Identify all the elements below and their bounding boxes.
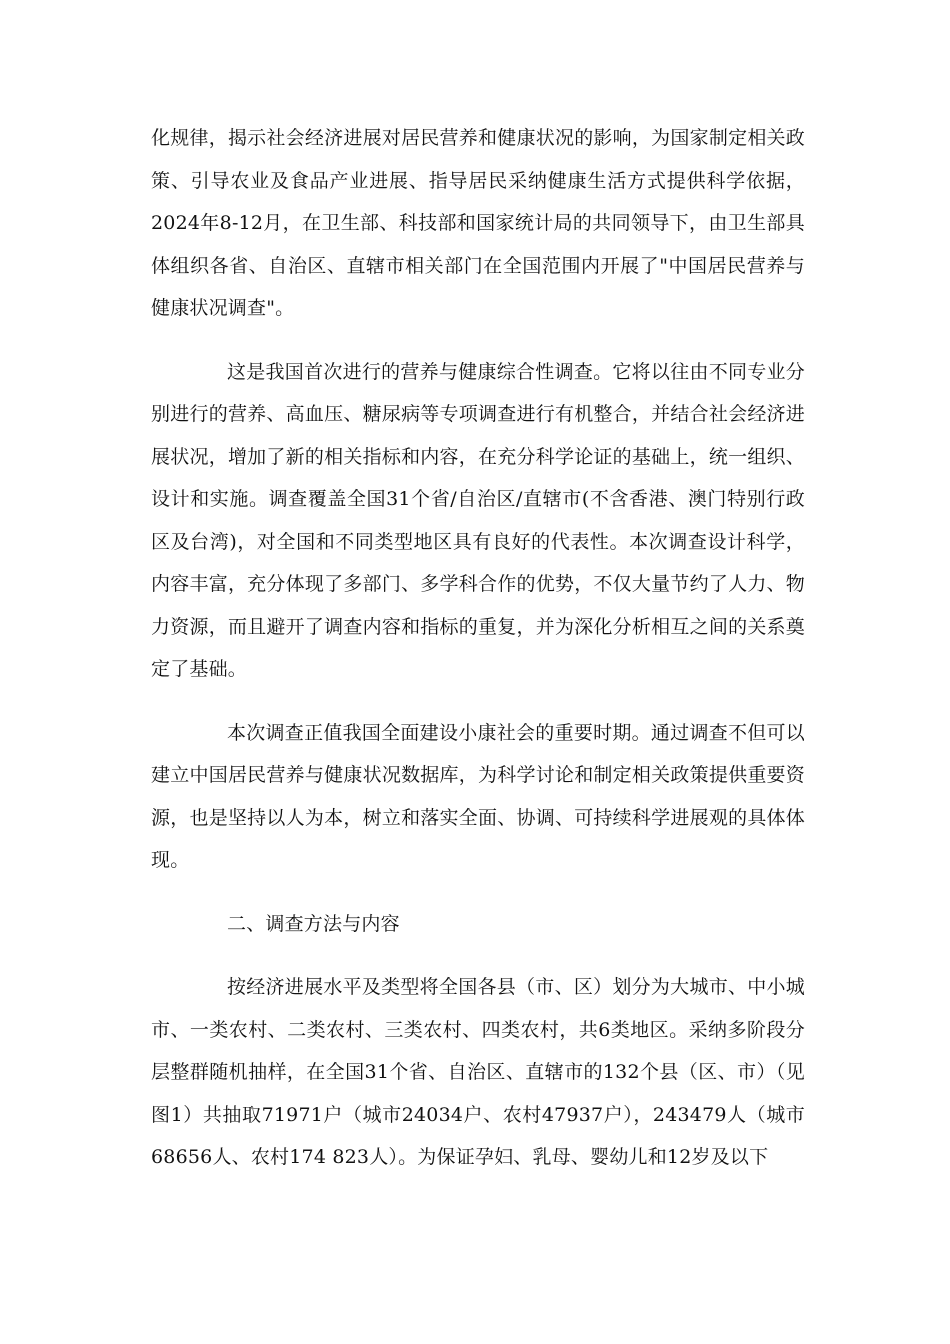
paragraph-xiaokang-period: 本次调查正值我国全面建设小康社会的重要时期。通过调查不但可以建立中国居民营养与健康状况数据库，为科学讨论和制定相关政策提供重要资源，也是坚持以人为本，树立和落实全面、协调、可持续科学进展观的具体体现。 bbox=[151, 721, 805, 871]
paragraph-survey-method: 按经济进展水平及类型将全国各县（市、区）划分为大城市、中小城市、一类农村、二类农村、三类农村、四类农村，共6类地区。采纳多阶段分层整群随机抽样，在全国31个省、自治区、直辖市的132个县（区、市）（见图1）共抽取71971户（城市24034户、农村47937户），243479人（城市68656人、农村174 823人）。为保证孕妇、乳母、婴幼儿和12岁及以下 bbox=[151, 976, 805, 1168]
paragraph-continued: 化规律，揭示社会经济进展对居民营养和健康状况的影响，为国家制定相关政策、引导农业及食品产业进展、指导居民采纳健康生活方式提供科学依据，2024年8-12月，在卫生部、科技部和国家统计局的共同领导下，由卫生部具体组织各省、自治区、直辖市相关部门在全国范围内开展了"中国居民营养与健康状况调查"。 bbox=[151, 127, 805, 319]
document-body bbox=[151, 117, 805, 1179]
section-heading: 二、调查方法与内容 bbox=[227, 912, 400, 935]
paragraph-first-survey: 这是我国首次进行的营养与健康综合性调查。它将以往由不同专业分别进行的营养、高血压、糖尿病等专项调查进行有机整合，并结合社会经济进展状况，增加了新的相关指标和内容，在充分科学论证的基础上，统一组织、设计和实施。调查覆盖全国31个省/自治区/直辖市(不含香港、澳门特别行政区及台湾)，对全国和不同类型地区具有良好的代表性。本次调查设计科学，内容丰富，充分体现了多部门、多学科合作的优势，不仅大量节约了人力、物力资源，而且避开了调查内容和指标的重复，并为深化分析相互之间的关系奠定了基础。 bbox=[151, 360, 805, 680]
